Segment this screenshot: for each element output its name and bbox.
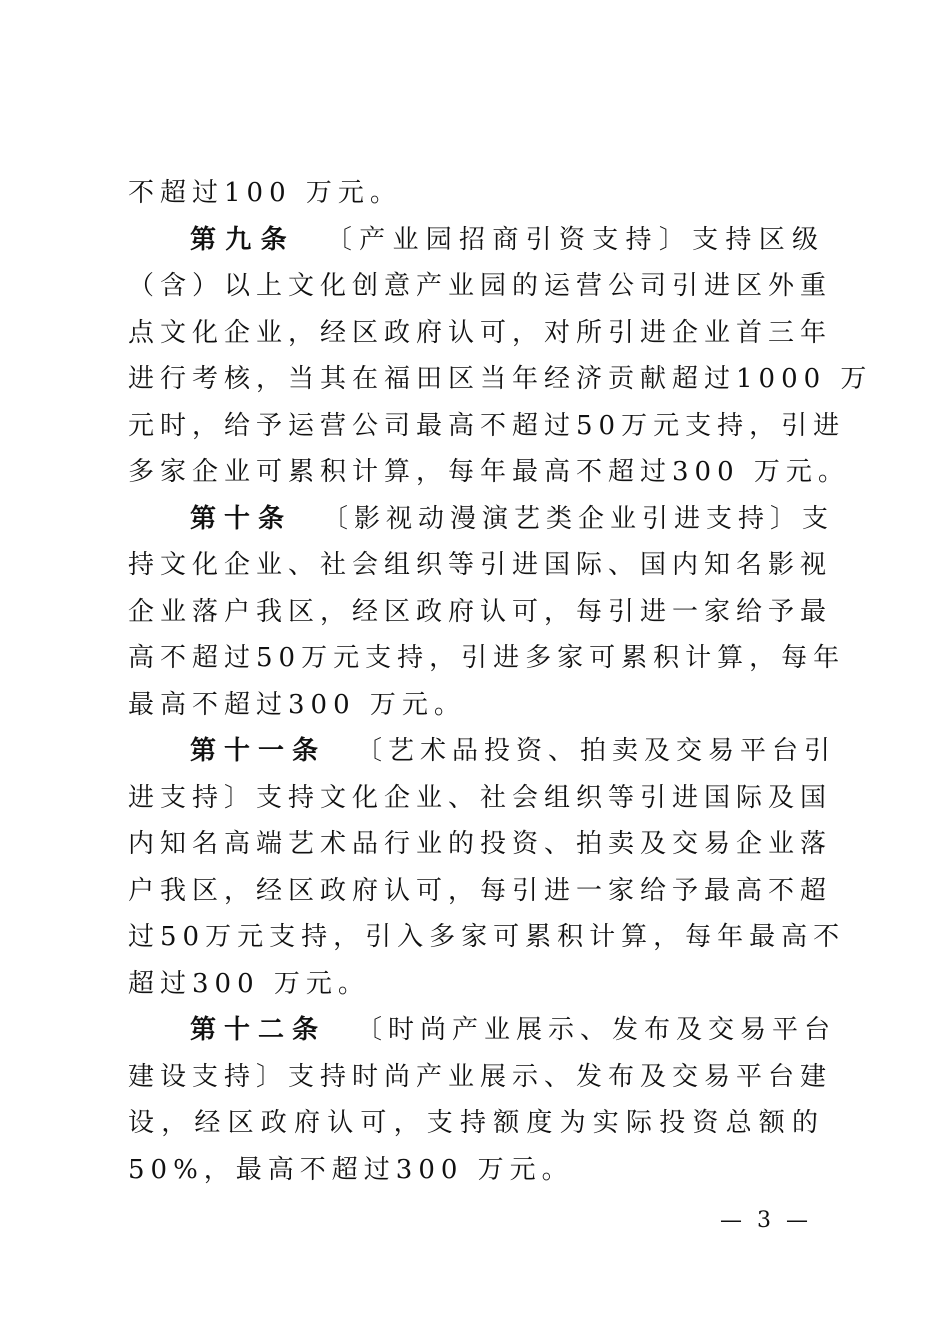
paragraph-line: 进行考核，当其在福田区当年经济贡献超过1000 万 [128, 364, 873, 394]
article-9-text: 〔产业园招商引资支持〕支持区级 [325, 224, 824, 255]
paragraph-line: 元时，给予运营公司最高不超过50万元支持，引进 [128, 410, 846, 441]
article-10-heading-line [128, 496, 835, 543]
paragraph-line: 多家企业可累积计算，每年最高不超过300 万元。 [128, 457, 850, 487]
document-body [128, 170, 873, 1193]
paragraph-line: 企业落户我区，经区政府认可，每引进一家给予最 [128, 596, 833, 627]
article-10-text: 〔影视动漫演艺类企业引进支持〕支 [322, 503, 835, 534]
paragraph-line: （含）以上文化创意产业园的运营公司引进区外重 [128, 271, 833, 301]
article-11-text: 〔艺术品投资、拍卖及交易平台引 [356, 736, 837, 766]
paragraph-line: 持文化企业、社会组织等引进国际、国内知名影视 [128, 550, 833, 580]
article-12-text: 〔时尚产业展示、发布及交易平台 [356, 1015, 837, 1045]
article-11-heading-line [128, 728, 837, 775]
paragraph-line: 点文化企业，经区政府认可，对所引进企业首三年 [128, 317, 833, 348]
paragraph-line: 50%，最高不超过300 万元。 [128, 1154, 574, 1185]
paragraph-line: 户我区，经区政府认可，每引进一家给予最高不超 [128, 875, 833, 906]
paragraph-line: 最高不超过300 万元。 [128, 689, 466, 720]
article-9-number: 第九条 [190, 224, 296, 255]
paragraph-line: 内知名高端艺术品行业的投资、拍卖及交易企业落 [128, 829, 833, 859]
paragraph-line: 进支持〕支持文化企业、社会组织等引进国际及国 [128, 782, 833, 813]
page-number: — 3 — [720, 1208, 812, 1233]
article-11-number: 第十一条 [190, 736, 327, 766]
paragraph-line: 建设支持〕支持时尚产业展示、发布及交易平台建 [128, 1061, 833, 1092]
paragraph-line: 高不超过50万元支持，引进多家可累积计算，每年 [128, 643, 846, 673]
paragraph-line: 过50万元支持，引入多家可累积计算，每年最高不 [128, 922, 846, 952]
article-12-number: 第十二条 [190, 1015, 327, 1045]
paragraph-line: 不超过100 万元。 [128, 178, 402, 208]
article-10-number: 第十条 [190, 503, 293, 534]
article-12-heading-line [128, 1007, 837, 1054]
article-9-heading-line [128, 217, 824, 264]
paragraph-line: 超过300 万元。 [128, 968, 370, 999]
paragraph-line: 设，经区政府认可，支持额度为实际投资总额的 [128, 1108, 824, 1138]
